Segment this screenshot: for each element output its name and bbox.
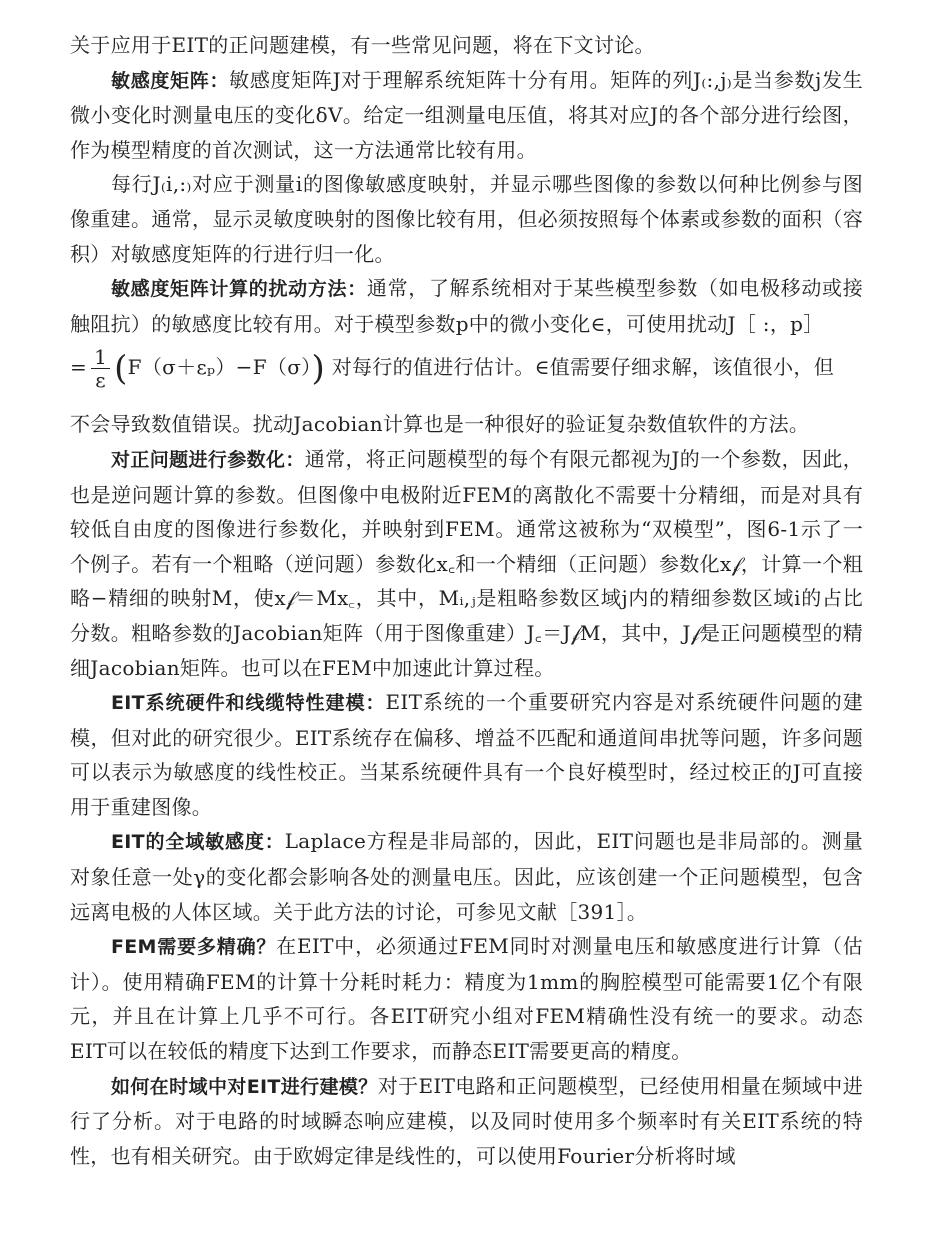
paragraph-hardware — [70, 685, 863, 824]
equation-tail: 对每行的值进行估计。∈值需要仔细求解，该值很小，但 — [331, 355, 835, 380]
text-hardware: EIT系统的一个重要研究内容是对系统硬件问题的建模，但对此的研究很少。EIT系统存在偏移、增益不匹配和通道间串扰等问题，许多问题可以表示为敏感度的线性校正。当某系统硬件具有一个良好模型时，经过校正的J可直接用于重建图像。 — [70, 690, 863, 819]
paragraph-row-mapping — [70, 167, 863, 271]
paragraph-fem-accuracy — [70, 929, 863, 1068]
text-time-domain: 对于EIT电路和正问题模型，已经使用相量在频域中进行了分析。对于电路的时域瞬态响应建模，以及同时使用多个频率时有关EIT系统的特性，也有相关研究。由于欧姆定律是线性的，可以使用Fourier分析将时域 — [70, 1073, 864, 1168]
paragraph-perturbation-cont — [70, 407, 863, 442]
heading-hardware: EIT系统硬件和线缆特性建模： — [111, 692, 386, 715]
fraction-denominator: ε — [95, 368, 106, 393]
heading-perturbation: 敏感度矩阵计算的扰动方法： — [111, 278, 367, 301]
text-perturbation: 通常，了解系统相对于某些模型参数（如电极移动或接触阻抗）的敏感度比较有用。对于模型参数p中的微小变化∈，可使用扰动J［ :，p］ — [70, 276, 863, 336]
equation-body: F（σ＋εₚ）−F（σ） — [127, 355, 312, 380]
left-paren: ( — [114, 348, 128, 389]
text-fem-accuracy: 在EIT中，必须通过FEM同时对测量电压和敏感度进行计算（估计）。使用精确FEM的计算十分耗时耗力：精度为1mm的胸腔模型可能需要1亿个有限元，并且在计算上几乎不可行。各EIT研究小组对FEM精确性没有统一的要求。动态EIT可以在较低的精度下达到工作要求，而静态EIT需要更高的精度。 — [70, 934, 863, 1064]
paragraph-sensitivity-matrix — [70, 63, 863, 168]
intro-text: 关于应用于EIT的正问题建模，有一些常见问题，将在下文讨论。 — [70, 33, 655, 57]
heading-time-domain: 如何在时域中对EIT进行建模？ — [111, 1075, 378, 1098]
text-sensitivity-matrix: 敏感度矩阵J对于理解系统矩阵十分有用。矩阵的列J₍:,j₎是当参数j发生微小变化时测量电压的变化δV。给定一组测量电压值，将其对应J的各个部分进行绘图，作为模型精度的首次测试，这一方法通常比较有用。 — [70, 67, 863, 162]
text-perturbation-cont: 不会导致数值错误。扰动Jacobian计算也是一种很好的验证复杂数值软件的方法。 — [70, 412, 810, 437]
right-paren: ) — [311, 348, 326, 389]
heading-parameterization: 对正问题进行参数化： — [111, 448, 305, 471]
paragraph-intro — [70, 28, 863, 63]
text-global-sensitivity: Laplace方程是非局部的，因此，EIT问题也是非局部的。测量对象任意一处γ的变化都会影响各处的测量电压。因此，应该创建一个正问题模型，包含远离电极的人体区域。关于此方法的讨论，可参见文献［391］。 — [70, 829, 863, 924]
equation-equals: = — [70, 355, 88, 380]
text-parameterization: 通常，将正问题模型的每个有限元都视为J的一个参数，因此，也是逆问题计算的参数。但图像中电极附近FEM的离散化不需要十分精细，而是对具有较低自由度的图像进行参数化，并映射到FEM。通常这被称为“双模型”，图6-1示了一个例子。若有一个粗略（逆问题）参数化x꜀和一个精细（正问题）参数化x𝒻，计算一个粗略−精细的映射M，使x𝒻＝Mx꜀，其中，Mᵢ,ⱼ是粗略参数区域j内的精细参数区域i的占比分数。粗略参数的Jacobian矩阵（用于图像重建）J꜀＝J𝒻M，其中，J𝒻是正问题模型的精细Jacobian矩阵。也可以在FEM中加速此计算过程。 — [70, 446, 863, 680]
fraction-numerator: 1 — [91, 346, 110, 369]
paragraph-time-domain — [70, 1069, 863, 1174]
heading-global-sensitivity: EIT的全域敏感度： — [111, 831, 285, 854]
equation-fraction — [91, 346, 110, 391]
paragraph-perturbation — [70, 271, 863, 341]
paragraph-global-sensitivity — [70, 824, 863, 929]
heading-fem-accuracy: FEM需要多精确？ — [111, 936, 277, 959]
paragraph-parameterization — [70, 442, 863, 685]
text-row-mapping: 每行J₍i,:₎对应于测量i的图像敏感度映射，并显示哪些图像的参数以何种比例参与图像重建。通常，显示灵敏度映射的图像比较有用，但必须按照每个体素或参数的面积（容积）对敏感度矩阵的行进行归一化。 — [70, 172, 863, 266]
heading-sensitivity-matrix: 敏感度矩阵： — [111, 69, 230, 92]
equation-line — [70, 341, 863, 393]
